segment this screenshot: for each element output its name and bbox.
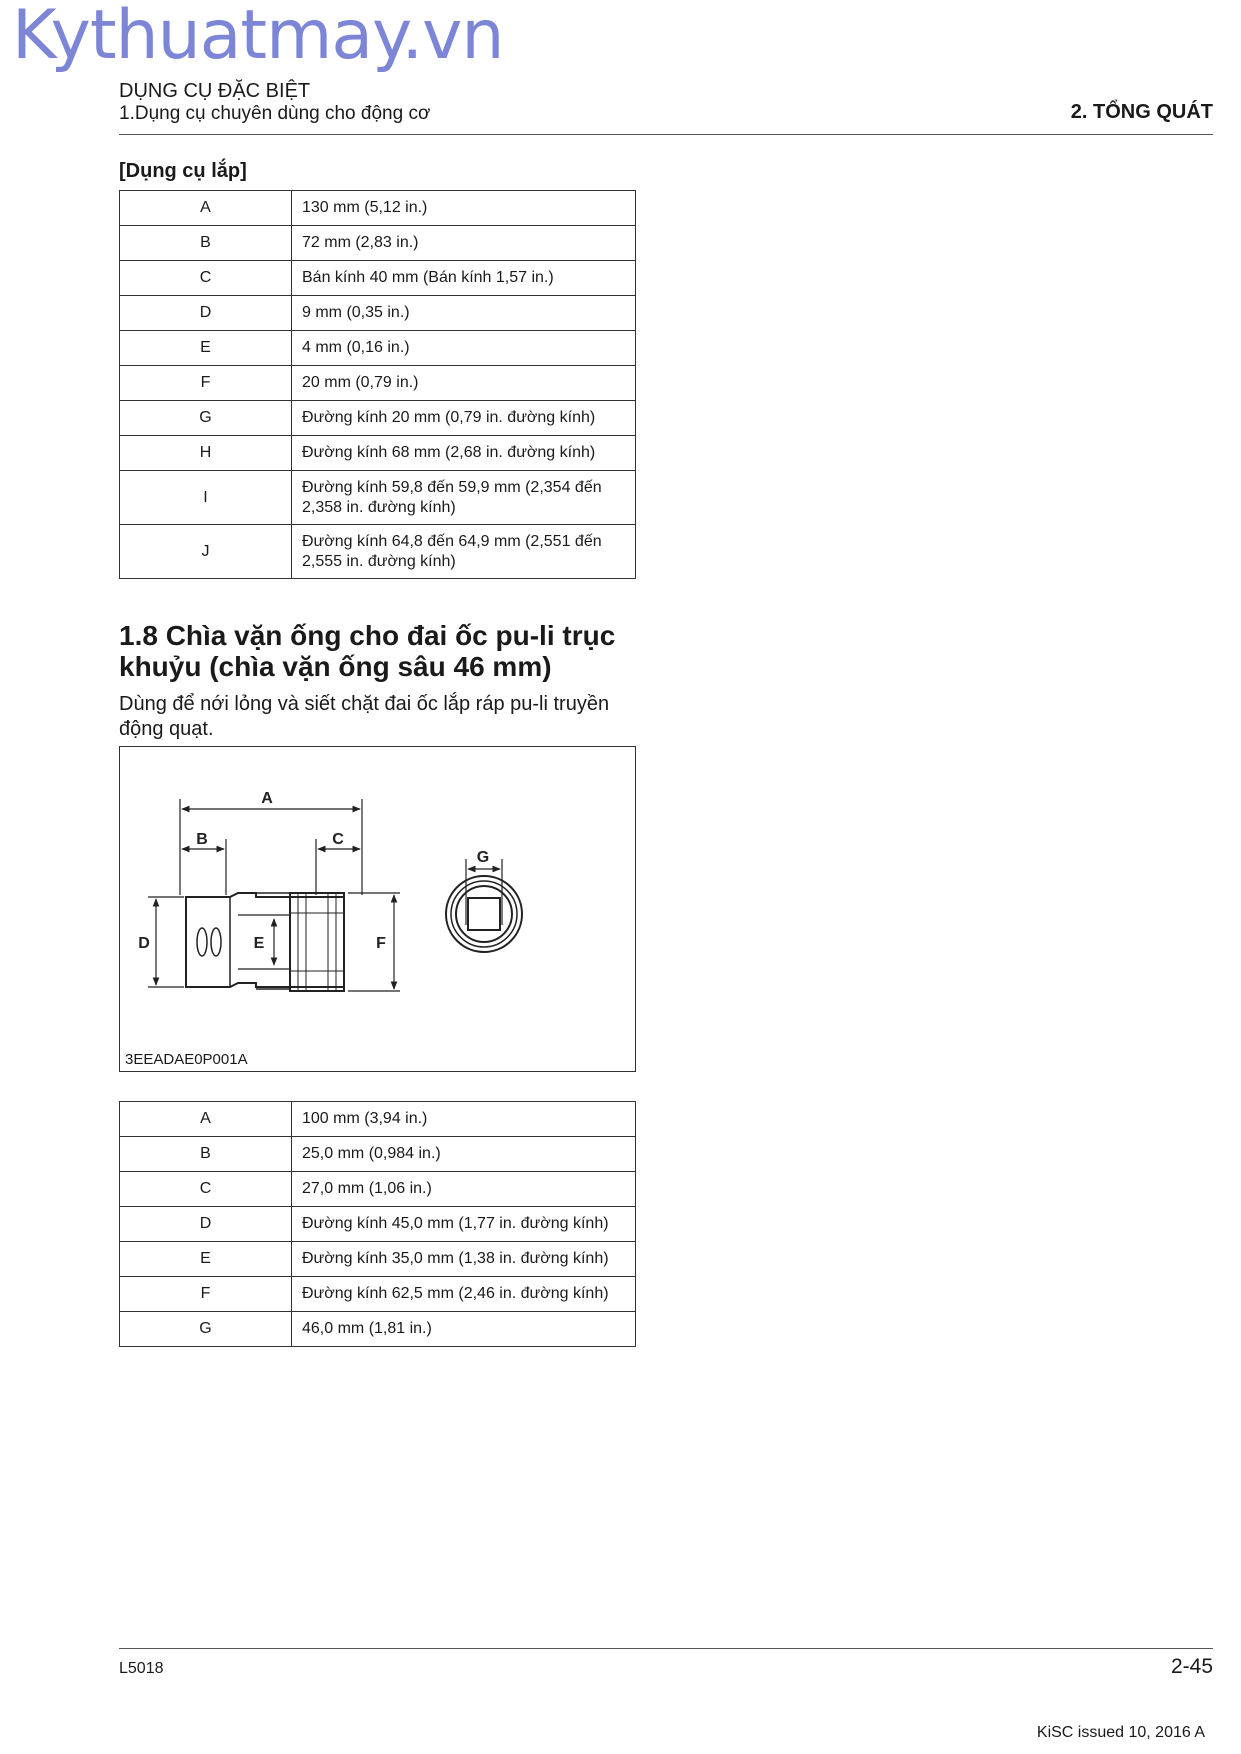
spec-key: B	[120, 1137, 292, 1172]
socket-wrench-drawing	[120, 747, 634, 1070]
install-tool-heading: [Dụng cụ lắp]	[119, 160, 247, 182]
spec-value: 25,0 mm (0,984 in.)	[292, 1137, 636, 1172]
dimension-lines	[148, 799, 502, 991]
spec-value: Đường kính 20 mm (0,79 in. đường kính)	[292, 401, 636, 436]
table-row	[120, 1312, 636, 1347]
spec-value: 4 mm (0,16 in.)	[292, 331, 636, 366]
spec-value: Đường kính 35,0 mm (1,38 in. đường kính)	[292, 1242, 636, 1277]
table-row	[120, 191, 636, 226]
spec-key: G	[120, 1312, 292, 1347]
spec-value: 130 mm (5,12 in.)	[292, 191, 636, 226]
spec-value: 46,0 mm (1,81 in.)	[292, 1312, 636, 1347]
spec-key: F	[120, 1277, 292, 1312]
header-divider	[119, 134, 1213, 135]
spec-key: E	[120, 331, 292, 366]
watermark-logo: Kythuatmay.vn	[12, 0, 504, 75]
spec-key: C	[120, 261, 292, 296]
spec-value: 27,0 mm (1,06 in.)	[292, 1172, 636, 1207]
table-row	[120, 401, 636, 436]
spec-key: H	[120, 436, 292, 471]
dim-label-e: E	[253, 935, 265, 952]
spec-value: Bán kính 40 mm (Bán kính 1,57 in.)	[292, 261, 636, 296]
table-row	[120, 471, 636, 525]
spec-value: Đường kính 59,8 đến 59,9 mm (2,354 đến 2,358 in. đường kính)	[292, 471, 636, 525]
table-row	[120, 366, 636, 401]
table-row	[120, 296, 636, 331]
figure-code: 3EEADAE0P001A	[125, 1051, 248, 1068]
section-description: Dùng để nới lỏng và siết chặt đai ốc lắp ráp pu-li truyền động quạt.	[119, 693, 610, 740]
spec-value: 9 mm (0,35 in.)	[292, 296, 636, 331]
spec-key: B	[120, 226, 292, 261]
table-row	[120, 1207, 636, 1242]
footer-divider	[119, 1648, 1213, 1649]
socket-end-view	[446, 876, 522, 952]
table-row	[120, 1242, 636, 1277]
socket-spec-table	[119, 1101, 636, 1347]
spec-value: 72 mm (2,83 in.)	[292, 226, 636, 261]
table-row	[120, 1102, 636, 1137]
dim-label-c: C	[332, 831, 344, 848]
dim-label-g: G	[476, 849, 490, 866]
table-row	[120, 1137, 636, 1172]
footer-model: L5018	[119, 1660, 164, 1677]
page-number: 2-45	[1170, 1655, 1213, 1678]
table-row	[120, 436, 636, 471]
table-row	[120, 226, 636, 261]
spec-value: 20 mm (0,79 in.)	[292, 366, 636, 401]
spec-key: C	[120, 1172, 292, 1207]
spec-key: A	[120, 191, 292, 226]
spec-key: F	[120, 366, 292, 401]
table-row	[120, 1277, 636, 1312]
spec-value: Đường kính 45,0 mm (1,77 in. đường kính)	[292, 1207, 636, 1242]
spec-value: Đường kính 64,8 đến 64,9 mm (2,551 đến 2,555 in. đường kính)	[292, 525, 636, 579]
spec-key: D	[120, 1207, 292, 1242]
header-chapter: 2. TỔNG QUÁT	[1070, 101, 1213, 123]
dim-label-b: B	[196, 831, 208, 848]
header-title: DỤNG CỤ ĐẶC BIỆT	[119, 80, 311, 102]
section-title: 1.8 Chìa vặn ống cho đai ốc pu-li trục khuỷu (chìa vặn ống sâu 46 mm)	[119, 620, 616, 682]
socket-wrench-figure	[119, 746, 636, 1072]
table-row	[120, 1172, 636, 1207]
dim-label-d: D	[138, 935, 150, 952]
dim-label-f: F	[376, 935, 386, 952]
socket-side-view	[186, 893, 344, 991]
spec-key: E	[120, 1242, 292, 1277]
spec-key: I	[120, 471, 292, 525]
spec-key: A	[120, 1102, 292, 1137]
dim-label-a: A	[261, 790, 273, 807]
table-row	[120, 261, 636, 296]
spec-key: J	[120, 525, 292, 579]
spec-value: Đường kính 68 mm (2,68 in. đường kính)	[292, 436, 636, 471]
spec-value: 100 mm (3,94 in.)	[292, 1102, 636, 1137]
table-row	[120, 331, 636, 366]
header-subtitle: 1.Dụng cụ chuyên dùng cho động cơ	[119, 103, 431, 124]
table-row	[120, 525, 636, 579]
footer-issued: KiSC issued 10, 2016 A	[1036, 1724, 1205, 1741]
spec-value: Đường kính 62,5 mm (2,46 in. đường kính)	[292, 1277, 636, 1312]
spec-key: G	[120, 401, 292, 436]
spec-key: D	[120, 296, 292, 331]
install-tool-table	[119, 190, 636, 579]
